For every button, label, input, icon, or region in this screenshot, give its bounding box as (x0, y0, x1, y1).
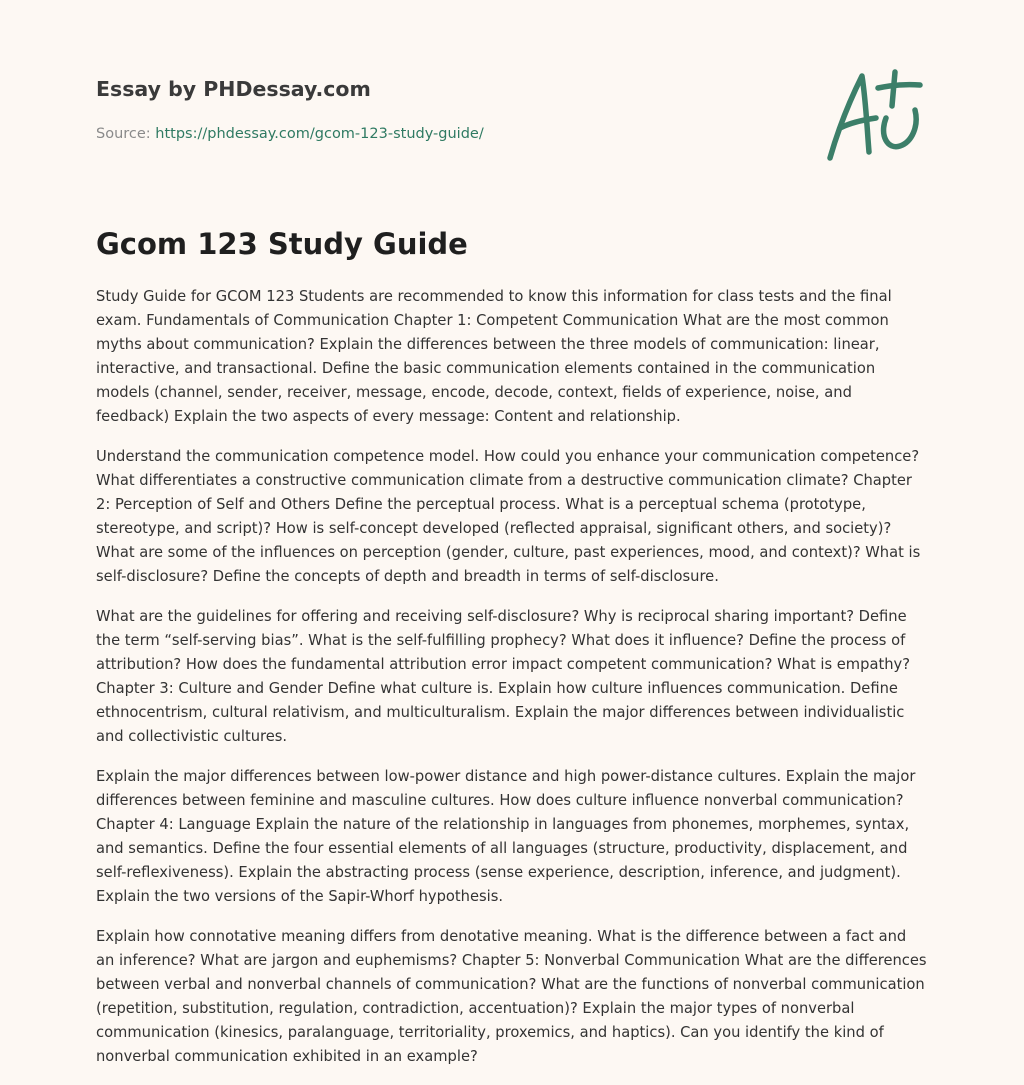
a-plus-grade-icon (820, 66, 930, 166)
paragraph: Understand the communication competence model. How could you enhance your communication competence? What differentiates a constructive communication climate from a destructive communication climate? Chapter 2: Perception of Self and Others Define the perceptual process. What is a perceptual schema (prototype, stereotype, and script)? How is self-concept developed (reflected appraisal, significant others, and society)? What are some of the influences on perception (gender, culture, past experiences, mood, and context)? What is self-disclosure? Define the concepts of depth and breadth in terms of self-disclosure. (96, 448, 921, 585)
source-link[interactable]: https://phdessay.com/gcom-123-study-guide/ (155, 126, 484, 142)
source-label: Source: (96, 126, 156, 142)
article-body (96, 285, 928, 1085)
paragraph: Explain how connotative meaning differs from denotative meaning. What is the difference between a fact and an inference? What are jargon and euphemisms? Chapter 5: Nonverbal Communication What are the differences between verbal and nonverbal channels of communication? What are the functions of nonverbal communication (repetition, substitution, regulation, contradiction, accentuation)? Explain the major types of nonverbal communication (kinesics, paralanguage, territoriality, proxemics, and haptics). Can you identify the kind of nonverbal communication exhibited in an example? (96, 928, 927, 1065)
site-brand: Essay by PHDessay.com (96, 77, 371, 101)
paragraph: Study Guide for GCOM 123 Students are recommended to know this information for class tests and the final exam. Fundamentals of Communication Chapter 1: Competent Communication What are the most common myths about communication? Explain the differences between the three models of communication: linear, interactive, and transactional. Define the basic communication elements contained in the communication models (channel, sender, receiver, message, encode, decode, context, fields of experience, noise, and feedback) Explain the two aspects of every message: Content and relationship. (96, 288, 892, 425)
paragraph: What are the guidelines for offering and receiving self-disclosure? Why is reciprocal sharing important? Define the term “self-serving bias”. What is the self-fulfilling prophecy? What does it influence? Define the process of attribution? How does the fundamental attribution error impact competent communication? What is empathy? Chapter 3: Culture and Gender Define what culture is. Explain how culture influences communication. Define ethnocentrism, cultural relativism, and multiculturalism. Explain the major differences between individualistic and collectivistic cultures. (96, 608, 910, 745)
article-title: Gcom 123 Study Guide (96, 227, 468, 261)
paragraph: Explain the major differences between low-power distance and high power-distance cultures. Explain the major differences between feminine and masculine cultures. How does culture influence nonverbal communication? Chapter 4: Language Explain the nature of the relationship in languages from phonemes, morphemes, syntax, and semantics. Define the four essential elements of all languages (structure, productivity, displacement, and self-reflexiveness). Explain the abstracting process (sense experience, description, inference, and judgment). Explain the two versions of the Sapir-Whorf hypothesis. (96, 768, 916, 905)
page-header (96, 74, 736, 144)
source-line (96, 124, 736, 144)
